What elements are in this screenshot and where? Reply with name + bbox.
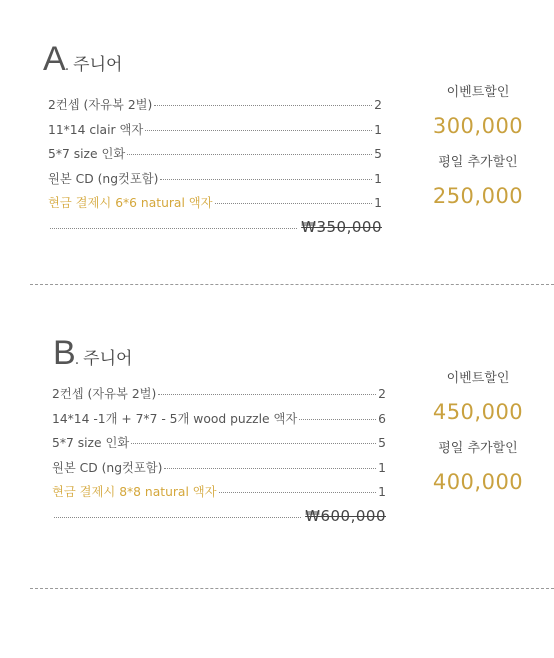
item-label: 5*7 size 인화 [48,147,126,162]
dot-leader [215,203,373,204]
dot-leader [50,228,297,229]
package-title [53,334,132,373]
item-label: 현금 결제시 6*6 natural 액자 [48,196,213,211]
item-qty: 1 [374,122,382,137]
item-qty: 5 [374,147,382,162]
event-discount-price: 450,000 [432,400,524,424]
item-qty: 2 [378,387,386,401]
dot-leader [164,468,376,469]
item-label: 2컨셉 (자유복 2벌) [52,387,157,401]
package-item [52,433,386,458]
event-discount-price: 300,000 [432,114,524,138]
item-qty: 6 [378,411,386,426]
package-item [48,169,382,194]
package-item-list [52,384,386,531]
item-label: 2컨셉 (자유복 2벌) [48,98,153,112]
item-label: 14*14 -1개 + 7*7 - 5개 wood puzzle 액자 [52,411,298,426]
event-discount-label: 이벤트할인 [446,85,510,100]
weekday-discount-price: 400,000 [432,470,524,494]
item-qty: 2 [374,98,382,112]
section-divider [30,284,554,285]
weekday-discount-label: 평일 추가할인 [438,155,518,170]
package-item [48,95,382,120]
discount-panel [423,82,533,222]
section-divider [30,588,554,589]
package-letter: A [43,40,65,78]
item-qty: 1 [378,460,386,475]
event-discount-label: 이벤트할인 [446,371,510,386]
dot-leader [54,517,301,518]
item-qty: 5 [378,436,386,450]
package-item [52,384,386,409]
package-total-row [48,218,382,243]
dot-leader [219,492,377,493]
dot-leader [158,394,376,395]
weekday-discount-price: 250,000 [432,184,524,208]
package-item [48,144,382,169]
item-label: 11*14 clair 액자 [48,122,144,137]
dot-leader [131,443,376,444]
package-item-cash-bonus [48,193,382,218]
item-label: 현금 결제시 8*8 natural 액자 [52,485,217,499]
item-label: 5*7 size 인화 [52,436,130,450]
package-letter-dot: . [64,58,70,74]
item-qty: 1 [378,485,386,499]
weekday-discount-label: 평일 추가할인 [438,441,518,456]
dot-leader [160,179,372,180]
package-item-list [48,95,382,243]
item-qty: 1 [374,171,382,186]
package-item [52,409,386,434]
dot-leader [299,419,376,420]
package-item [48,120,382,145]
dot-leader [127,154,372,155]
package-total-row [52,507,386,532]
package-name: 주니어 [73,55,123,75]
dot-leader [154,105,372,106]
package-title [43,40,122,79]
item-label: 원본 CD (ng컷포함) [52,460,163,475]
package-item-cash-bonus [52,482,386,507]
original-price: ₩600,000 [305,506,386,525]
item-qty: 1 [374,196,382,211]
package-item [52,458,386,483]
package-letter: B [53,334,75,372]
original-price: ₩350,000 [301,217,382,236]
discount-panel [423,368,533,508]
package-letter-dot: . [74,352,80,368]
package-name: 주니어 [83,349,133,369]
item-label: 원본 CD (ng컷포함) [48,171,159,186]
dot-leader [145,130,372,131]
